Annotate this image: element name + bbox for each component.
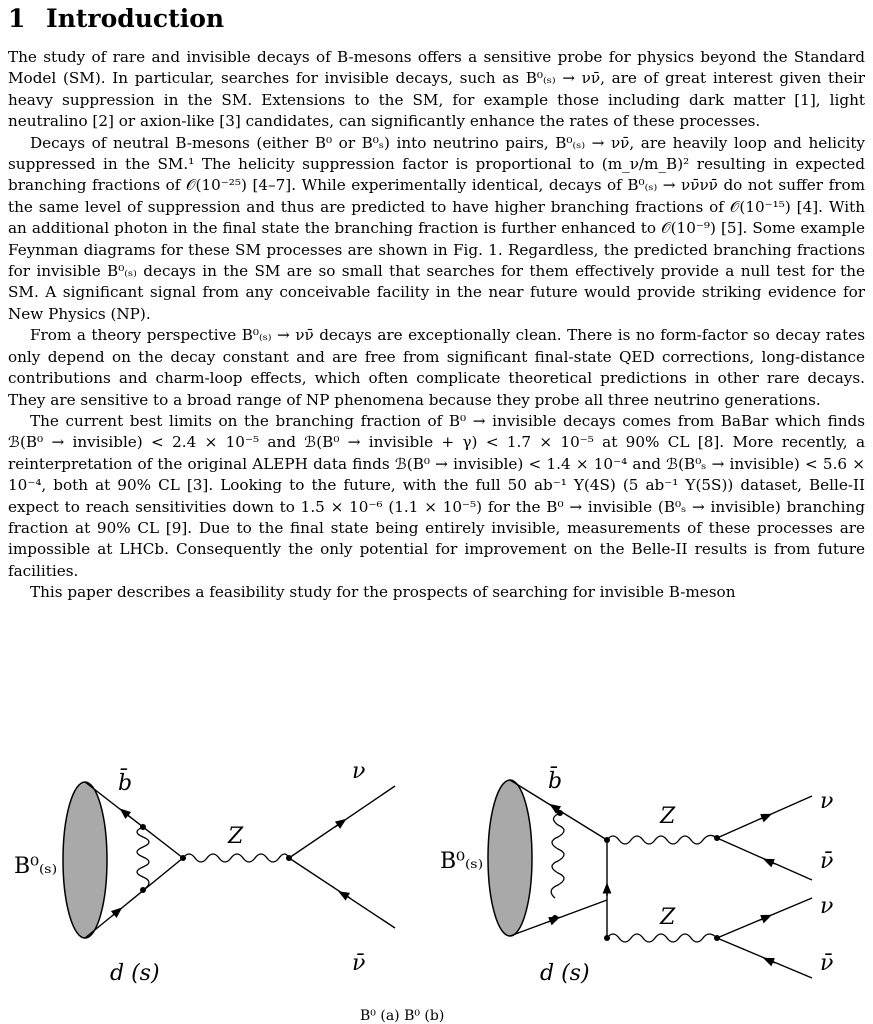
arrow-nu-1	[760, 816, 767, 819]
vertex-dot	[552, 915, 558, 921]
arrow-top-left	[124, 812, 130, 817]
quark-top-label-left: b̄	[118, 771, 133, 796]
paragraph-2: Decays of neutral B-mesons (either B⁰ or B⁰ₛ) into neutrino pairs, B⁰₍ₛ₎ → νν̄, are heavily loop and helicity suppressed in the SM.¹ The helicity suppression factor is proportional to (m_ν/m_B)² resulting in expected branching fractions of 𝒪(10⁻²⁵) [4–7]. While experimentally identical, decays of B⁰₍ₛ₎ → νν̄νν̄ do not suffer from the same level of suppression and thus are predicted to have higher branching fractions of 𝒪(10⁻¹⁵) [4]. With an additional photon in the final state the branching fraction is further enhanced to 𝒪(10⁻⁹) [5]. Some example Feynman diagrams for these SM processes are shown in Fig. 1. Regardless, the predicted branching fractions for invisible B⁰₍ₛ₎ decays in the SM are so small that searches for them effectively provide a null test for the SM. A significant signal from any conceivable facility in the near future would provide striking evidence for New Physics (NP).	[8, 133, 865, 323]
arrow-nu-bottom	[343, 894, 350, 898]
figure-caption-fragment: B⁰ (a) B⁰ (b)	[360, 1008, 445, 1024]
boson-label-left: Z	[228, 824, 244, 849]
z-boson-right-top	[607, 835, 717, 844]
nu-bottom-label-left: ν̄	[352, 951, 366, 976]
neutrino-line-bottom	[289, 858, 395, 928]
w-boson-loop-right	[551, 813, 564, 898]
meson-blob-left	[63, 782, 107, 938]
feynman-diagram-left	[14, 759, 395, 986]
nu-4-label-right: ν̄	[820, 951, 834, 976]
paragraph-1: The study of rare and invisible decays of B-mesons offers a sensitive probe for physics beyond the Standard Model (SM). In particular, searches for invisible decays, such as B⁰₍ₛ₎ → νν̄, are of great interest given their heavy suppression in the SM. Extensions to the SM, for example those including dark matter [1], light neutralino [2] or axion-like [3] candidates, can significantly enhance the rates of these processes.	[8, 48, 865, 131]
w-boson-loop-left	[137, 827, 149, 890]
nu-2-label-right: ν̄	[820, 849, 834, 874]
nu-top-label-left: ν	[352, 759, 366, 784]
z-boson-left	[183, 854, 289, 862]
neutrino-line-2	[717, 838, 812, 880]
section-number: 1	[8, 4, 26, 33]
meson-label-left: B⁰₍ₛ₎	[14, 854, 58, 879]
section-heading	[8, 4, 865, 33]
arrow-nu-3	[760, 917, 767, 920]
arrow-nu-top	[335, 822, 342, 827]
quark-top-label-right: b̄	[548, 769, 563, 794]
boson-bottom-label-right: Z	[660, 905, 676, 930]
paper-page	[8, 0, 865, 604]
arrow-bottom-left	[112, 911, 118, 916]
neutrino-line-4	[717, 938, 812, 978]
meson-label-right: B⁰₍ₛ₎	[440, 849, 484, 874]
paragraph-4: The current best limits on the branching fraction of B⁰ → invisible decays comes from BaBar which finds ℬ(B⁰ → invisible) < 2.4 × 10⁻⁵ and ℬ(B⁰ → invisible + γ) < 1.7 × 10⁻⁵ at 90% CL [8]. More recently, a reinterpretation of the original ALEPH data finds ℬ(B⁰ → invisible) < 1.4 × 10⁻⁴ and ℬ(B⁰ₛ → invisible) < 5.6 × 10⁻⁴, both at 90% CL [3]. Looking to the future, with the full 50 ab⁻¹ Υ(4S) (5 ab⁻¹ Υ(5S)) dataset, Belle-II expect to reach sensitivities down to 1.5 × 10⁻⁶ (1.1 × 10⁻⁵) for the B⁰ → invisible (B⁰ₛ → invisible) branching fraction at 90% CL [9]. Due to the final state being entirely invisible, measurements of these processes are impossible at LHCb. Consequently the only potential for improvement on the Belle-II results is from future facilities.	[8, 411, 865, 580]
paragraph-5: This paper describes a feasibility study for the prospects of searching for invisible B-meson	[30, 583, 736, 602]
feynman-figure	[0, 748, 873, 1024]
quark-bottom-label-right: d (s)	[540, 961, 590, 986]
quark-bottom-label-left: d (s)	[110, 961, 160, 986]
nu-3-label-right: ν	[820, 894, 834, 919]
nu-1-label-right: ν	[820, 789, 834, 814]
boson-top-label-right: Z	[660, 804, 676, 829]
feynman-diagram-right	[440, 766, 833, 986]
paragraph-3: From a theory perspective B⁰₍ₛ₎ → νν̄ decays are exceptionally clean. There is no form-factor so decay rates only depend on the decay constant and are free from significant final-state QED corrections, long-distance contributions and charm-loop effects, which often complicate theoretical predictions in other rare decays. They are sensitive to a broad range of NP phenomena because they probe all three neutrino generations.	[8, 326, 865, 409]
meson-blob-right	[488, 780, 532, 936]
section-title: Introduction	[46, 4, 225, 33]
z-boson-right-bottom	[607, 934, 717, 942]
